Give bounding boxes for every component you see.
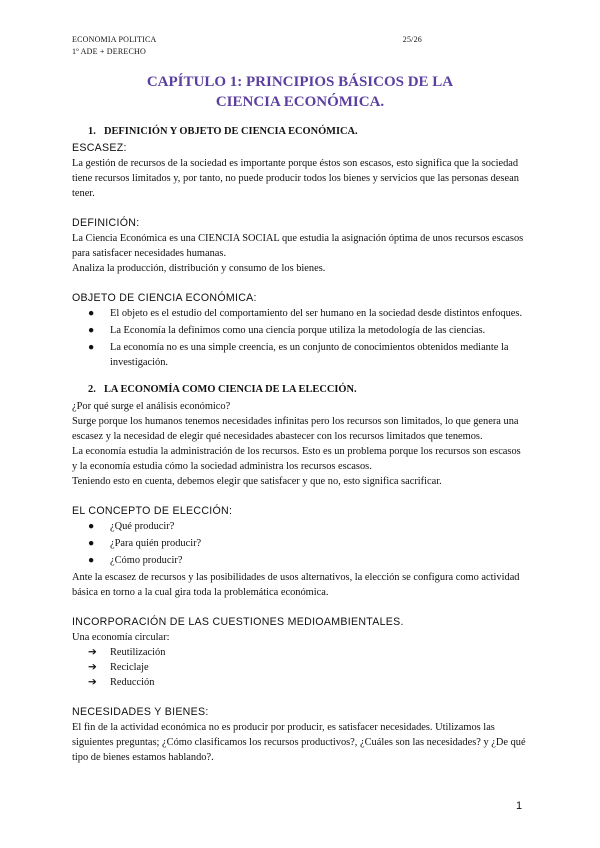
bullet-icon: ● — [88, 538, 95, 549]
list-item — [72, 340, 528, 370]
list-item-text: Reducción — [110, 677, 155, 688]
document-body — [72, 124, 528, 765]
list-item-text: Reciclaje — [110, 662, 149, 673]
paragraph-definicion-2: Analiza la producción, distribución y consumo de los bienes. — [72, 263, 326, 274]
list-item-text: La Economía la definimos como una ciencia porque utiliza la metodología de las ciencias. — [110, 325, 486, 336]
concepto-bullet-list — [72, 519, 528, 568]
paragraph-necesidades: El fin de la actividad económica no es producir por producir, es satisfacer necesidades. Utilizamos las siguientes preguntas; ¿Cómo clasificamos los recursos productivos?, ¿Cuáles son las necesidades? y ¿De qué tipo de bienes estamos hablando?. — [72, 722, 526, 763]
bullet-icon: ● — [88, 308, 95, 319]
page-header — [72, 34, 422, 58]
list-item — [72, 660, 528, 675]
list-item — [72, 306, 528, 321]
list-item-text: ¿Qué producir? — [110, 521, 175, 532]
list-item-text: El objeto es el estudio del comportamiento del ser humano en la sociedad desde distintos enfoques. — [110, 308, 523, 319]
page-number: 1 — [516, 800, 523, 812]
chapter-title-line1: CAPÍTULO 1: PRINCIPIOS BÁSICOS DE LA — [146, 74, 454, 90]
section-title-definicion: DEFINICIÓN: — [72, 217, 140, 229]
paragraph-definicion-1: La Ciencia Económica es una CIENCIA SOCIAL que estudia la asignación óptima de unos recursos escasos para satisfacer necesidades humanas. — [72, 233, 524, 259]
list-item — [72, 536, 528, 551]
list-item-text: La economía no es una simple creencia, es un conjunto de conocimientos obtenidos mediante la investigación. — [110, 342, 509, 368]
list-item-text: Reutilización — [110, 647, 166, 658]
list-item-text: ¿Para quién producir? — [110, 538, 202, 549]
bullet-icon: ● — [88, 325, 95, 336]
section-title-escasez: ESCASEZ: — [72, 142, 127, 154]
header-subject: ECONOMIA POLITICA — [72, 35, 157, 44]
bullet-icon: ● — [88, 555, 95, 566]
paragraph-concepto: Ante la escasez de recursos y las posibilidades de usos alternativos, la elección se configura como actividad básica en torno a la cual gira toda la problemática económica. — [72, 572, 520, 598]
heading-1-text: DEFINICIÓN Y OBJETO DE CIENCIA ECONÓMICA. — [104, 126, 358, 137]
objeto-bullet-list — [72, 306, 528, 370]
eleccion-question: ¿Por qué surge el análisis económico? — [72, 401, 231, 412]
arrow-right-icon: ➔ — [88, 662, 97, 673]
list-item — [72, 323, 528, 338]
section-title-objeto: OBJETO DE CIENCIA ECONÓMICA: — [72, 292, 257, 304]
heading-2-text: LA ECONOMÍA COMO CIENCIA DE LA ELECCIÓN. — [104, 384, 357, 395]
section-title-concepto: EL CONCEPTO DE ELECCIÓN: — [72, 505, 233, 517]
heading-2 — [88, 382, 528, 397]
heading-2-number: 2. — [88, 384, 96, 395]
header-date: 25/26 — [402, 35, 422, 44]
heading-1 — [88, 124, 528, 139]
list-item — [72, 645, 528, 660]
arrow-right-icon: ➔ — [88, 647, 97, 658]
heading-1-number: 1. — [88, 126, 96, 137]
list-item — [72, 553, 528, 568]
section-title-necesidades: NECESIDADES Y BIENES: — [72, 706, 209, 718]
medioambiente-intro: Una economía circular: — [72, 632, 170, 643]
bullet-icon: ● — [88, 342, 95, 353]
chapter-title-line2: CIENCIA ECONÓMICA. — [215, 94, 385, 110]
header-course: 1º ADE + DERECHO — [72, 47, 146, 56]
eleccion-paragraph-3: Teniendo esto en cuenta, debemos elegir que satisfacer y que no, esto significa sacrificar. — [72, 476, 442, 487]
list-item — [72, 675, 528, 690]
eleccion-paragraph-1: Surge porque los humanos tenemos necesidades infinitas pero los recursos son limitados, lo que genera una escasez y la necesidad de elegir qué necesidades abastecer con los recursos limitados que tenemos. — [72, 416, 519, 442]
arrow-right-icon: ➔ — [88, 677, 97, 688]
chapter-title — [0, 72, 600, 112]
medioambiente-arrow-list — [72, 645, 528, 690]
list-item — [72, 519, 528, 534]
list-item-text: ¿Cómo producir? — [110, 555, 183, 566]
bullet-icon: ● — [88, 521, 95, 532]
section-title-medioambiente: INCORPORACIÓN DE LAS CUESTIONES MEDIOAMBIENTALES. — [72, 616, 404, 628]
paragraph-escasez: La gestión de recursos de la sociedad es importante porque éstos son escasos, esto significa que la sociedad tiene recursos limitados y, por tanto, no puede producir todos los bienes y servicios que las personas desean tener. — [72, 158, 519, 199]
eleccion-paragraph-2: La economía estudia la administración de los recursos. Esto es un problema porque los recursos son escasos y la economía estudia cómo la sociedad administra los recursos escasos. — [72, 446, 521, 472]
